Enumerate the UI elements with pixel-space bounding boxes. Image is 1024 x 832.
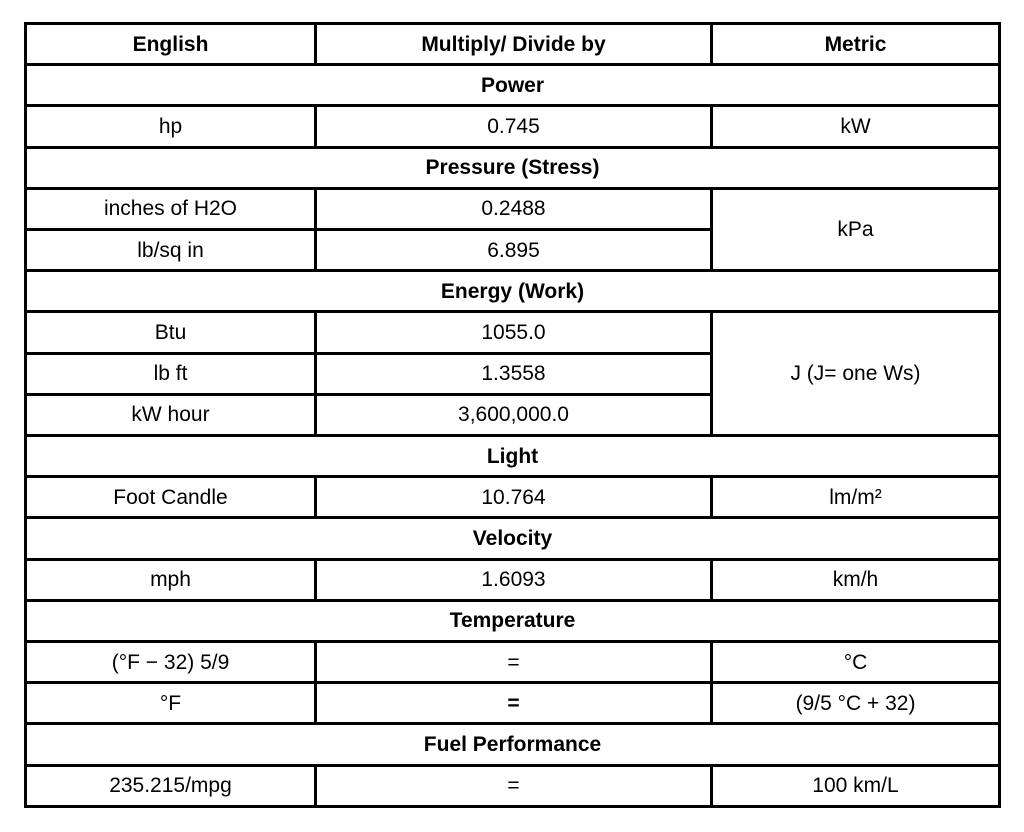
section-title-energy: Energy (Work) <box>26 271 1000 312</box>
english-unit: (°F − 32) 5/9 <box>26 642 316 683</box>
english-unit: mph <box>26 559 316 600</box>
header-metric: Metric <box>712 24 1000 65</box>
metric-unit: J (J= one Ws) <box>712 312 1000 436</box>
conversion-factor: 3,600,000.0 <box>316 394 712 435</box>
table-row <box>26 559 1000 600</box>
conversion-factor: 6.895 <box>316 230 712 271</box>
english-unit: Btu <box>26 312 316 353</box>
table-row <box>26 642 1000 683</box>
english-unit: inches of H2O <box>26 188 316 229</box>
metric-unit: lm/m² <box>712 477 1000 518</box>
conversion-factor: = <box>316 642 712 683</box>
table-row <box>26 312 1000 353</box>
section-title-fuel-performance: Fuel Performance <box>26 724 1000 765</box>
metric-unit: 100 km/L <box>712 765 1000 806</box>
conversion-factor: 1.3558 <box>316 353 712 394</box>
metric-unit: °C <box>712 642 1000 683</box>
header-english: English <box>26 24 316 65</box>
table-row <box>26 477 1000 518</box>
table-row <box>26 683 1000 724</box>
section-row-light <box>26 436 1000 477</box>
section-title-pressure: Pressure (Stress) <box>26 147 1000 188</box>
table-row <box>26 765 1000 806</box>
section-row-pressure <box>26 147 1000 188</box>
section-title-velocity: Velocity <box>26 518 1000 559</box>
metric-unit: (9/5 °C + 32) <box>712 683 1000 724</box>
header-row <box>26 24 1000 65</box>
conversion-factor: 1.6093 <box>316 559 712 600</box>
section-row-power <box>26 65 1000 106</box>
section-title-light: Light <box>26 436 1000 477</box>
english-unit: hp <box>26 106 316 147</box>
metric-unit: kPa <box>712 188 1000 270</box>
metric-unit: kW <box>712 106 1000 147</box>
conversion-factor: 1055.0 <box>316 312 712 353</box>
section-title-power: Power <box>26 65 1000 106</box>
conversion-factor: = <box>316 765 712 806</box>
conversion-factor: = <box>316 683 712 724</box>
english-unit: lb ft <box>26 353 316 394</box>
conversion-factor: 0.2488 <box>316 188 712 229</box>
metric-unit: km/h <box>712 559 1000 600</box>
conversion-factor: 10.764 <box>316 477 712 518</box>
english-unit: kW hour <box>26 394 316 435</box>
header-multiply-divide: Multiply/ Divide by <box>316 24 712 65</box>
english-unit: °F <box>26 683 316 724</box>
table-row <box>26 106 1000 147</box>
section-row-fuel-performance <box>26 724 1000 765</box>
section-row-velocity <box>26 518 1000 559</box>
conversion-factor: 0.745 <box>316 106 712 147</box>
english-unit: Foot Candle <box>26 477 316 518</box>
english-unit: lb/sq in <box>26 230 316 271</box>
table-row <box>26 188 1000 229</box>
english-unit: 235.215/mpg <box>26 765 316 806</box>
section-row-temperature <box>26 600 1000 641</box>
unit-conversion-table <box>24 22 1001 808</box>
section-row-energy <box>26 271 1000 312</box>
section-title-temperature: Temperature <box>26 600 1000 641</box>
